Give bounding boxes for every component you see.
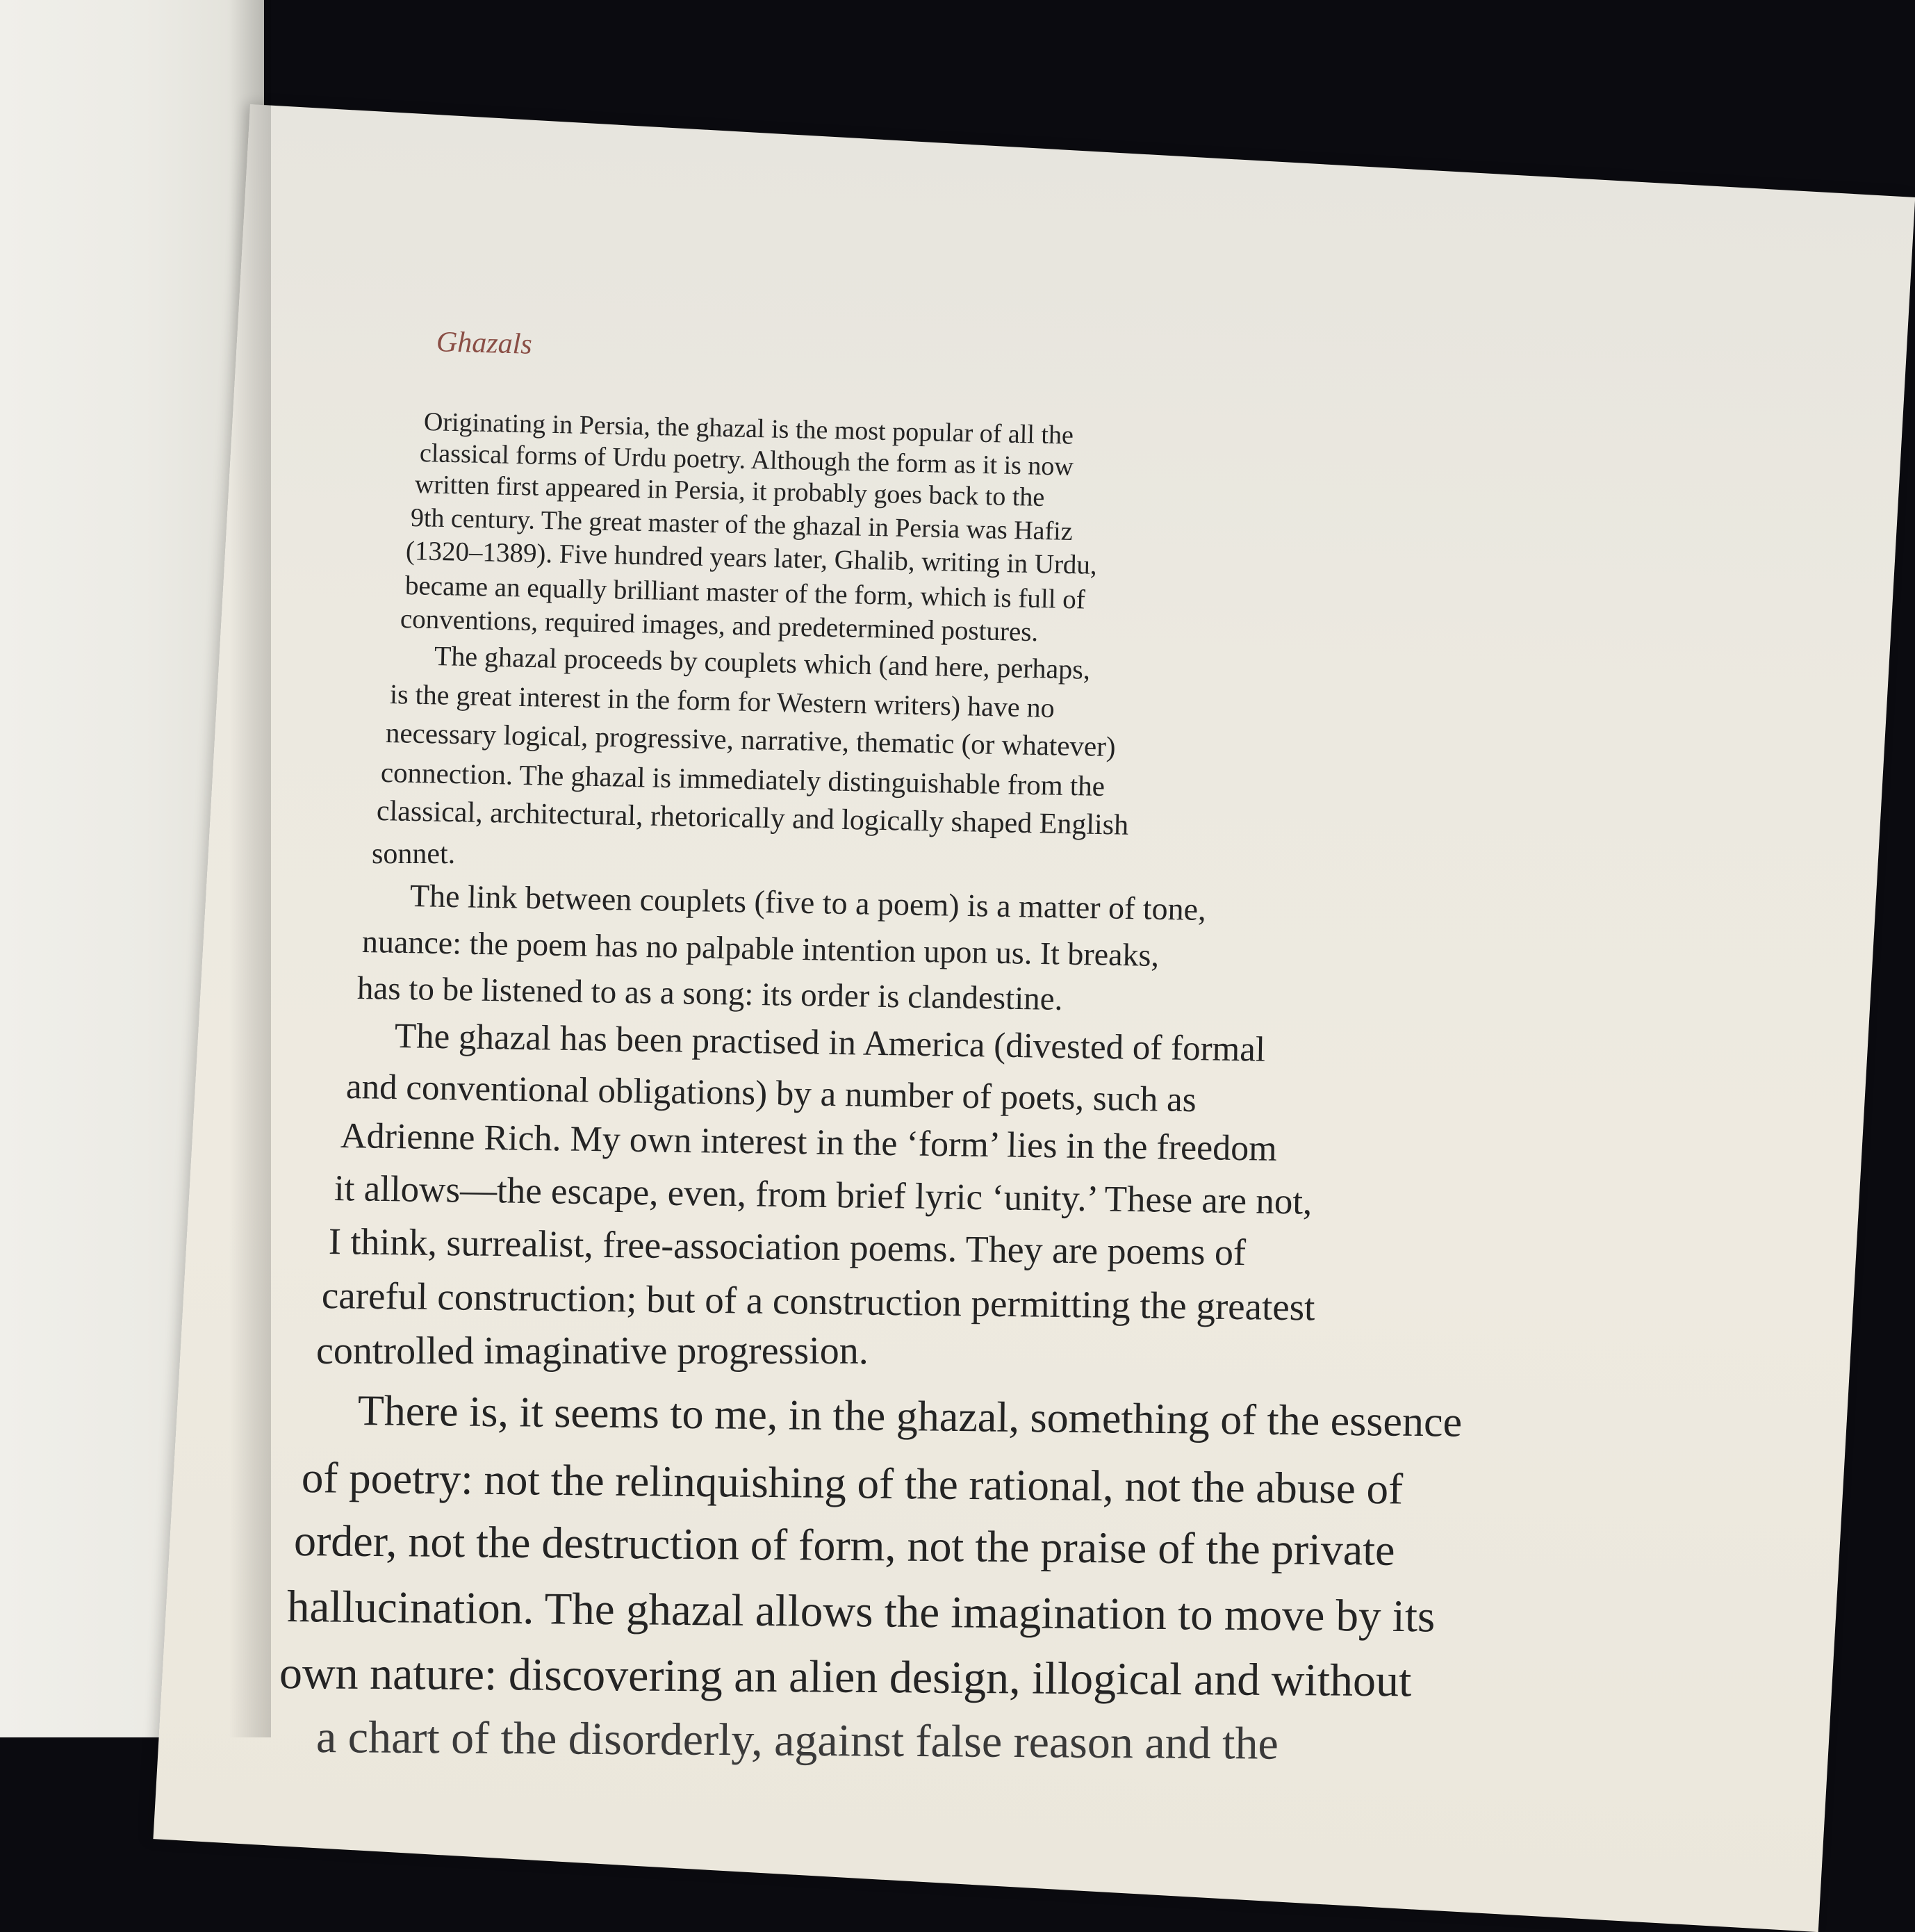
text-line: a chart of the disorderly, against false reason and the — [315, 1712, 1279, 1769]
text-line: conventions, required images, and predetermined postures. — [400, 604, 1039, 648]
text-line: Adrienne Rich. My own interest in the ‘form’ lies in the freedom — [340, 1116, 1278, 1169]
page-title: Ghazals — [436, 326, 533, 361]
text-line: own nature: discovering an alien design, illogical and without — [279, 1648, 1412, 1707]
text-line: The ghazal proceeds by couplets which (and here, perhaps, — [434, 640, 1091, 685]
text-line: classical, architectural, rhetorically and logically shaped English — [376, 795, 1129, 842]
text-line: became an equally brilliant master of the form, which is full of — [404, 571, 1086, 615]
text-line: The ghazal has been practised in America (divested of formal — [394, 1017, 1266, 1070]
text-line: order, not the destruction of form, not the praise of the private — [293, 1516, 1395, 1575]
text-line: There is, it seems to me, in the ghazal, something of the essence — [357, 1387, 1463, 1446]
text-line: careful construction; but of a construction permitting the greatest — [321, 1274, 1315, 1329]
text-line: hallucination. The ghazal allows the imagination to move by its — [286, 1582, 1436, 1642]
text-line: of poetry: not the relinquishing of the rational, not the abuse of — [301, 1453, 1404, 1514]
text-line: controlled imaginative progression. — [316, 1329, 869, 1373]
text-line: sonnet. — [372, 838, 456, 870]
text-line: (1320–1389). Five hundred years later, Ghalib, writing in Urdu, — [405, 536, 1098, 580]
text-line: and conventional obligations) by a number of poets, such as — [345, 1067, 1197, 1120]
text-line: is the great interest in the form for Western writers) have no — [389, 678, 1055, 724]
text-line: The link between couplets (five to a poem) is a matter of tone, — [409, 878, 1207, 927]
text-line: connection. The ghazal is immediately distinguishable from the — [380, 756, 1106, 803]
text-line: has to be listened to as a song: its order is clandestine. — [356, 970, 1063, 1017]
text-line: classical forms of Urdu poetry. Although the form as it is now — [419, 439, 1074, 482]
text-line: 9th century. The great master of the ghazal in Persia was Hafiz — [410, 503, 1074, 546]
text-line: I think, surrealist, free-association poems. They are poems of — [328, 1220, 1247, 1274]
text-line: it allows—the escape, even, from brief lyric ‘unity.’ These are not, — [334, 1168, 1313, 1222]
text-line: nuance: the poem has no palpable intention upon us. It breaks, — [361, 924, 1160, 974]
text-line: written first appeared in Persia, it probably goes back to the — [414, 470, 1045, 512]
text-line: Originating in Persia, the ghazal is the most popular of all the — [423, 407, 1074, 450]
text-line: necessary logical, progressive, narrative, thematic (or whatever) — [385, 717, 1116, 763]
